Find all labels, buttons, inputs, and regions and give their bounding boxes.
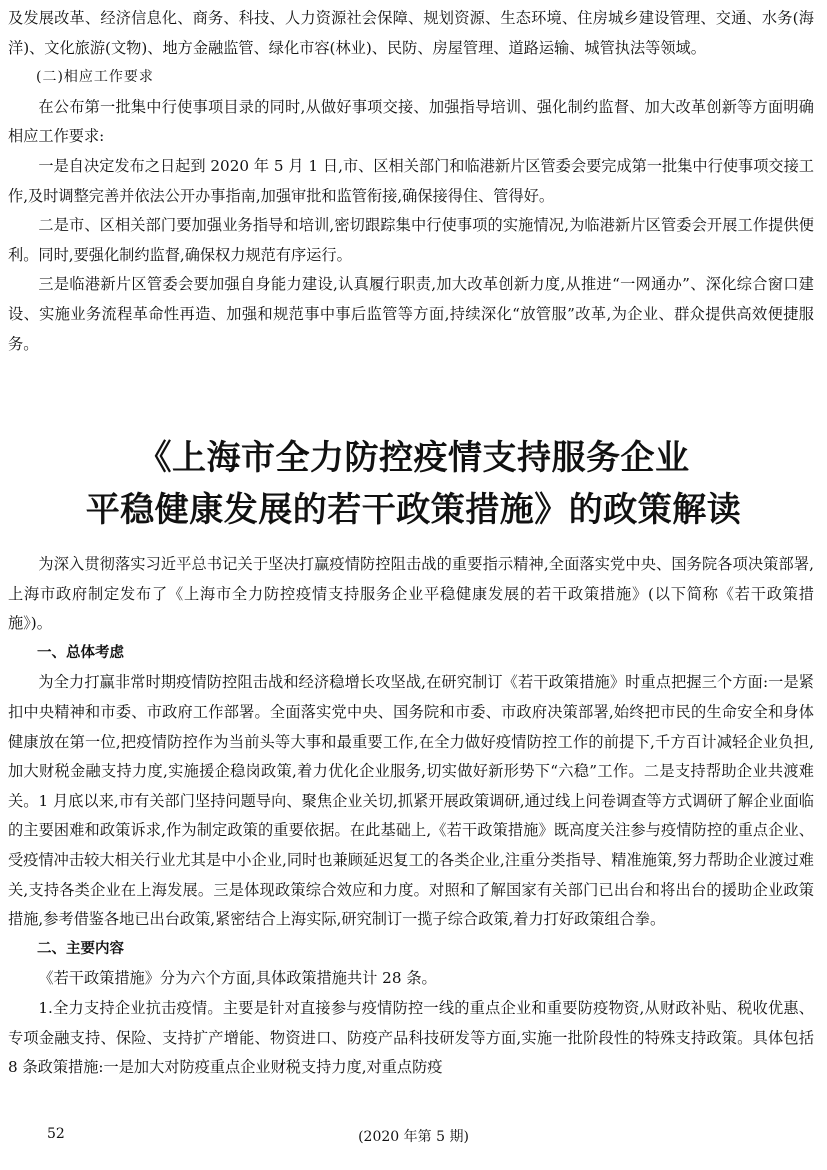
intro-paragraph: 为深入贯彻落实习近平总书记关于坚决打赢疫情防控阻击战的重要指示精神,全面落实党中央、国务院各项决策部署,上海市政府制定发布了《上海市全力防控疫情支持服务企业平稳健康发展的若干政策措施》(以下简称《若干政策措施》)。 [8, 555, 814, 633]
article-title-line-1: 《上海市全力防控疫情支持服务企业 [137, 438, 690, 478]
paragraph-requirement-1: 一是自决定发布之日起到 2020 年 5 月 1 日,市、区相关部门和临港新片区管委会要完成第一批集中行使事项交接工作,及时调整完善并依法公开办事指南,加强审批和监管衔接,确保接得住、管得好。 [8, 156, 814, 205]
issue-label: (2020 年第 5 期) [358, 1129, 469, 1145]
section-heading-overall: 一、总体考虑 [37, 644, 124, 661]
paragraph-requirement-2: 二是市、区相关部门要加强业务指导和培训,密切跟踪集中行使事项的实施情况,为临港新片区管委会开展工作提供便利。同时,要强化制约监督,确保权力规范有序运行。 [8, 216, 814, 264]
section-main-content-intro: 《若干政策措施》分为六个方面,具体政策措施共计 28 条。 [38, 969, 437, 988]
continued-paragraph: 及发展改革、经济信息化、商务、科技、人力资源社会保障、规划资源、生态环境、住房城乡建设管理、交通、水务(海洋)、文化旅游(文物)、地方金融监管、绿化市容(林业)、民防、房屋管理、道路运输、城管执法等领域。 [8, 9, 814, 57]
article-title-line-2: 平稳健康发展的若干政策措施》的政策解读 [85, 490, 742, 530]
article-body [8, 550, 814, 1083]
page-number: 52 [47, 1126, 65, 1142]
section-heading-main-content: 二、主要内容 [37, 940, 124, 957]
sub-heading-requirements: (二)相应工作要求 [36, 69, 154, 86]
paragraph-requirement-3: 三是临港新片区管委会要加强自身能力建设,认真履行职责,加大改革创新力度,从推进“一网通办”、深化综合窗口建设、实施业务流程革命性再造、加强和规范事中事后监管等方面,持续深化“放管服”改革,为企业、群众提供高效便捷服务。 [8, 275, 814, 353]
paragraph-requirements-intro: 在公布第一批集中行使事项目录的同时,从做好事项交接、加强指导培训、强化制约监督、加大改革创新等方面明确相应工作要求: [8, 97, 814, 146]
top-section [8, 4, 814, 359]
section-overall-body: 为全力打赢非常时期疫情防控阻击战和经济稳增长攻坚战,在研究制订《若干政策措施》时重点把握三个方面:一是紧扣中央精神和市委、市政府工作部署。全面落实党中央、国务院和市委、市政府决策部署,始终把市民的生命安全和身体健康放在第一位,把疫情防控作为当前头等大事和最重要工作,在全力做好疫情防控工作的前提下,千方百计减轻企业负担,加大财税金融支持力度,实施援企稳岗政策,着力优化企业服务,切实做好新形势下“六稳”工作。二是支持帮助企业共渡难关。1 月底以来,市有关部门坚持问题导向、聚焦企业关切,抓紧开展政策调研,通过线上问卷调查等方式调研了解企业面临的主要困难和政策诉求,作为制定政策的重要依据。在此基础上,《若干政策措施》既高度关注参与疫情防控的重点企业、受疫情冲击较大相关行业尤其是中小企业,同时也兼顾延迟复工的各类企业,注重分类指导、精准施策,努力帮助企业渡过难关,支持各类企业在上海发展。三是体现政策综合效应和力度。对照和了解国家有关部门已出台和将出台的援助企业政策措施,参考借鉴各地已出台政策,紧密结合上海实际,研究制订一揽子综合政策,着力打好政策组合拳。 [8, 673, 814, 929]
section-main-content-item-1: 1.全力支持企业抗击疫情。主要是针对直接参与疫情防控一线的重点企业和重要防疫物资,从财政补贴、税收优惠、专项金融支持、保险、支持扩产增能、物资进口、防疫产品科技研发等方面,实施一批阶段性的特殊支持政策。具体包括 8 条政策措施:一是加大对防疫重点企业财税支持力度,对重点防疫 [8, 998, 814, 1077]
article-title [0, 432, 827, 536]
page-footer [0, 1126, 827, 1156]
